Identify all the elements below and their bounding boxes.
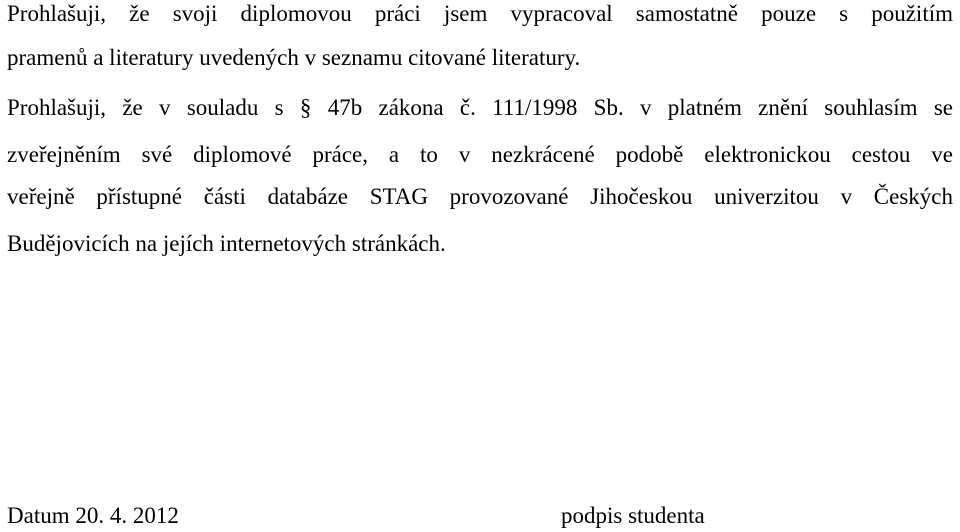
signature-label: podpis studenta — [561, 503, 705, 528]
declaration-line: veřejně přístupné části databáze STAG provozované Jihočeskou univerzitou v Českých — [7, 184, 953, 209]
declaration-line: zveřejněním své diplomové práce, a to v nezkrácené podobě elektronickou cestou ve — [7, 142, 953, 167]
date-text: Datum 20. 4. 2012 — [7, 503, 179, 528]
declaration-line: Prohlašuji, že v souladu s § 47b zákona č. 111/1998 Sb. v platném znění souhlasím se — [7, 95, 953, 120]
declaration-line: Prohlašuji, že svoji diplomovou práci jsem vypracoval samostatně pouze s použitím — [7, 1, 953, 26]
declaration-line: pramenů a literatury uvedených v seznamu citované literatury. — [7, 45, 581, 70]
declaration-line: Budějovicích na jejích internetových stránkách. — [7, 231, 446, 256]
